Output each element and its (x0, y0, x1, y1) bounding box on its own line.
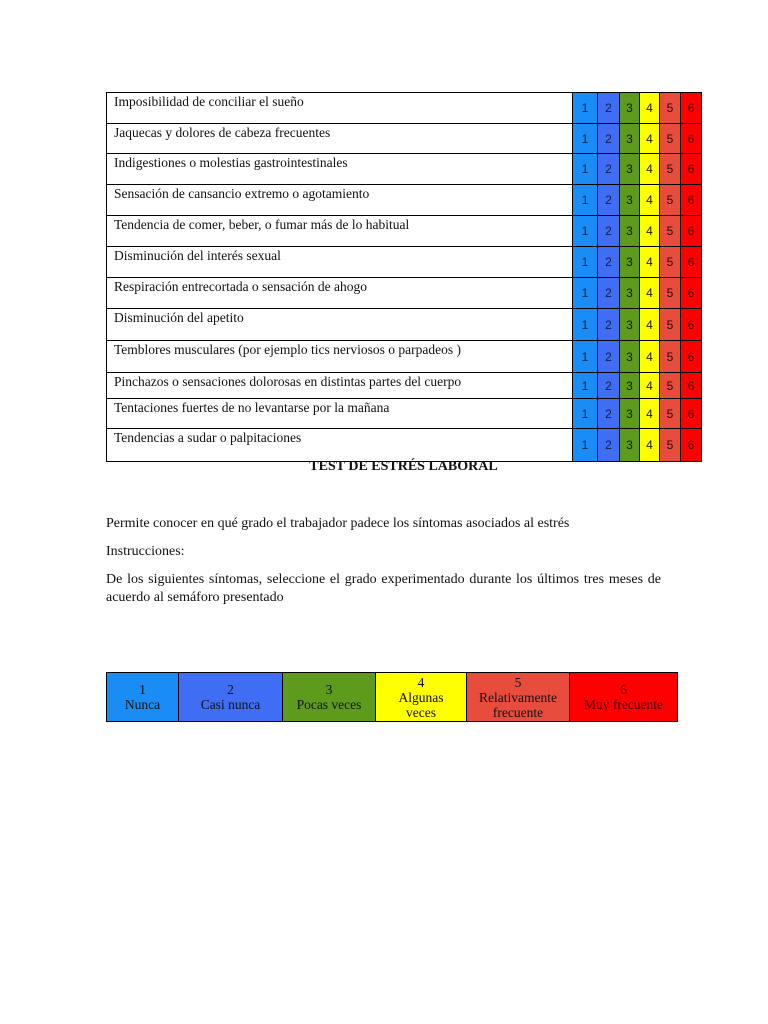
scale-cell-5[interactable]: 5 (660, 341, 681, 373)
symptom-label: Tentaciones fuertes de no levantarse por la mañana (107, 399, 573, 429)
legend-label: Muy frecuente (583, 697, 664, 712)
symptom-row (107, 429, 702, 462)
legend-cell-relativamente-frecuente (467, 673, 570, 722)
intro-text: Permite conocer en qué grado el trabajador padece los síntomas asociados al estrés (106, 516, 570, 531)
scale-cell-3[interactable]: 3 (620, 429, 640, 462)
scale-cell-2[interactable]: 2 (598, 216, 620, 247)
legend-number: 4 (417, 674, 425, 690)
legend-number: 6 (620, 682, 627, 697)
scale-cell-3[interactable]: 3 (620, 399, 640, 429)
legend-number: 2 (227, 682, 234, 697)
scale-cell-5[interactable]: 5 (660, 93, 681, 124)
scale-cell-4[interactable]: 4 (640, 278, 660, 309)
scale-cell-6[interactable]: 6 (681, 373, 702, 399)
symptom-label: Imposibilidad de conciliar el sueño (107, 93, 573, 124)
scale-cell-1[interactable]: 1 (573, 93, 598, 124)
scale-cell-3[interactable]: 3 (620, 341, 640, 373)
legend-cell-casi-nunca (179, 673, 283, 722)
scale-cell-3[interactable]: 3 (620, 309, 640, 341)
scale-cell-6[interactable]: 6 (681, 341, 702, 373)
scale-cell-3[interactable]: 3 (620, 373, 640, 399)
scale-cell-3[interactable]: 3 (620, 154, 640, 185)
scale-cell-4[interactable]: 4 (640, 399, 660, 429)
symptom-label: Temblores musculares (por ejemplo tics nerviosos o parpadeos ) (107, 341, 573, 373)
symptom-table (106, 92, 702, 462)
scale-cell-3[interactable]: 3 (620, 278, 640, 309)
symptom-label: Tendencias a sudar o palpitaciones (107, 429, 573, 462)
scale-cell-3[interactable]: 3 (620, 185, 640, 216)
scale-cell-6[interactable]: 6 (681, 309, 702, 341)
scale-cell-3[interactable]: 3 (620, 216, 640, 247)
symptom-label: Sensación de cansancio extremo o agotamiento (107, 185, 573, 216)
page-title: TEST DE ESTRÉS LABORAL (309, 459, 498, 474)
scale-cell-6[interactable]: 6 (681, 429, 702, 462)
scale-cell-4[interactable]: 4 (640, 341, 660, 373)
symptom-label: Indigestiones o molestias gastrointestinales (107, 154, 573, 185)
scale-cell-4[interactable]: 4 (640, 216, 660, 247)
symptom-label: Jaquecas y dolores de cabeza frecuentes (107, 124, 573, 154)
scale-cell-1[interactable]: 1 (573, 154, 598, 185)
scale-cell-5[interactable]: 5 (660, 278, 681, 309)
symptom-label: Pinchazos o sensaciones dolorosas en distintas partes del cuerpo (107, 373, 573, 399)
legend-label: Relativamente (479, 689, 557, 705)
scale-cell-1[interactable]: 1 (573, 124, 598, 154)
scale-cell-5[interactable]: 5 (660, 216, 681, 247)
scale-cell-6[interactable]: 6 (681, 124, 702, 154)
scale-cell-5[interactable]: 5 (660, 429, 681, 462)
symptom-row (107, 309, 702, 341)
scale-cell-5[interactable]: 5 (660, 373, 681, 399)
scale-cell-6[interactable]: 6 (681, 154, 702, 185)
legend-cell-nunca (107, 673, 179, 722)
symptom-label: Respiración entrecortada o sensación de ahogo (107, 278, 573, 309)
symptom-row (107, 154, 702, 185)
scale-cell-4[interactable]: 4 (640, 154, 660, 185)
scale-cell-2[interactable]: 2 (598, 429, 620, 462)
symptom-row (107, 93, 702, 124)
legend-label: Algunas (398, 689, 444, 705)
legend-number: 3 (325, 682, 333, 697)
scale-cell-5[interactable]: 5 (660, 185, 681, 216)
scale-cell-4[interactable]: 4 (640, 247, 660, 278)
scale-cell-2[interactable]: 2 (598, 341, 620, 373)
scale-cell-2[interactable]: 2 (598, 154, 620, 185)
symptom-label: Tendencia de comer, beber, o fumar más de lo habitual (107, 216, 573, 247)
symptom-row (107, 247, 702, 278)
scale-cell-6[interactable]: 6 (681, 93, 702, 124)
legend-number: 5 (514, 674, 522, 690)
scale-cell-2[interactable]: 2 (598, 278, 620, 309)
symptom-row (107, 185, 702, 216)
scale-cell-3[interactable]: 3 (620, 93, 640, 124)
scale-cell-4[interactable]: 4 (640, 309, 660, 341)
scale-cell-1[interactable]: 1 (573, 247, 598, 278)
scale-cell-2[interactable]: 2 (598, 309, 620, 341)
scale-cell-2[interactable]: 2 (598, 185, 620, 216)
scale-cell-2[interactable]: 2 (598, 373, 620, 399)
scale-cell-6[interactable]: 6 (681, 247, 702, 278)
legend-label: Nunca (124, 697, 161, 712)
scale-cell-5[interactable]: 5 (660, 399, 681, 429)
scale-cell-4[interactable]: 4 (640, 373, 660, 399)
scale-cell-4[interactable]: 4 (640, 124, 660, 154)
symptom-row (107, 216, 702, 247)
symptom-label: Disminución del interés sexual (107, 247, 573, 278)
scale-cell-2[interactable]: 2 (598, 93, 620, 124)
legend-table (106, 672, 678, 722)
legend-cell-pocas-veces (283, 673, 376, 722)
scale-cell-2[interactable]: 2 (598, 399, 620, 429)
scale-cell-6[interactable]: 6 (681, 278, 702, 309)
scale-cell-2[interactable]: 2 (598, 124, 620, 154)
scale-cell-5[interactable]: 5 (660, 124, 681, 154)
scale-cell-4[interactable]: 4 (640, 185, 660, 216)
legend-number: 1 (139, 682, 146, 697)
scale-cell-1[interactable]: 1 (573, 373, 598, 399)
symptom-row (107, 124, 702, 154)
scale-cell-5[interactable]: 5 (660, 309, 681, 341)
legend-cell-algunas-veces (376, 673, 467, 722)
scale-cell-6[interactable]: 6 (681, 216, 702, 247)
scale-cell-4[interactable]: 4 (640, 93, 660, 124)
scale-cell-1[interactable]: 1 (573, 216, 598, 247)
symptom-row (107, 373, 702, 399)
symptom-label: Disminución del apetito (107, 309, 573, 341)
legend-label-line2: frecuente (492, 704, 544, 720)
scale-cell-1[interactable]: 1 (573, 399, 598, 429)
scale-cell-3[interactable]: 3 (620, 247, 640, 278)
legend-cell-muy-frecuente (570, 673, 678, 722)
instructions-label: Instrucciones: (106, 544, 185, 559)
scale-cell-5[interactable]: 5 (660, 154, 681, 185)
scale-cell-1[interactable]: 1 (573, 429, 598, 462)
symptom-row (107, 399, 702, 429)
scale-cell-4[interactable]: 4 (640, 429, 660, 462)
legend-label-line2: veces (406, 704, 436, 720)
symptom-row (107, 341, 702, 373)
scale-cell-6[interactable]: 6 (681, 399, 702, 429)
scale-cell-3[interactable]: 3 (620, 124, 640, 154)
scale-cell-1[interactable]: 1 (573, 309, 598, 341)
scale-cell-6[interactable]: 6 (681, 185, 702, 216)
instructions-text: De los siguientes síntomas, seleccione el grado experimentado durante los últimos tres meses de acuerdo al semáforo presentado (106, 572, 661, 605)
scale-cell-1[interactable]: 1 (573, 185, 598, 216)
legend-label: Pocas veces (296, 697, 362, 712)
scale-cell-5[interactable]: 5 (660, 247, 681, 278)
scale-cell-1[interactable]: 1 (573, 278, 598, 309)
scale-cell-1[interactable]: 1 (573, 341, 598, 373)
scale-cell-2[interactable]: 2 (598, 247, 620, 278)
symptom-row (107, 278, 702, 309)
legend-label: Casi nunca (200, 697, 261, 712)
